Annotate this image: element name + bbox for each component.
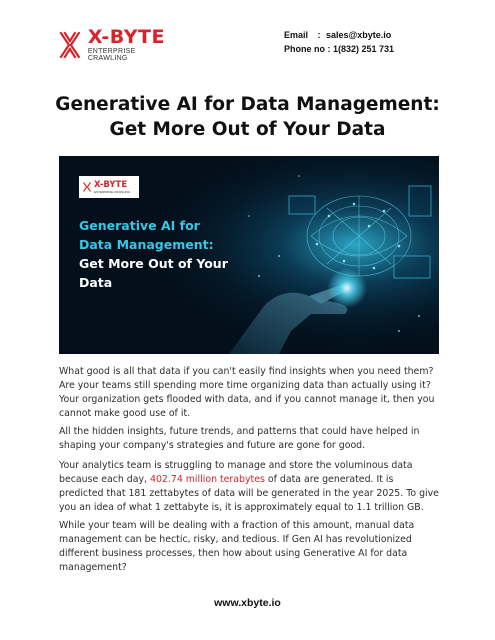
hero-line-4: Data (79, 275, 113, 290)
email-row (284, 28, 394, 42)
xbyte-logo-icon (57, 30, 83, 60)
phone-value[interactable]: 1(832) 251 731 (333, 44, 395, 54)
hero-image (59, 156, 439, 354)
paragraph-2: All the hidden insights, future trends, and patterns that could have helped in shaping your company's strategies and future are gone for good. (59, 426, 420, 451)
phone-row (284, 42, 394, 56)
paragraph-4: While your team will be dealing with a fraction of this amount, manual data management can be hectic, risky, and tedious. If Gen AI has revolutionized different business processes, then how about using Generative AI for data management? (59, 520, 415, 573)
paragraph-3 (59, 459, 439, 515)
hero-line-2: Data Management: (79, 237, 214, 252)
paragraph-1: What good is all that data if you can't easily find insights when you need them? Are your teams still spending more time organizing data than actually using it? Your organization gets flooded with data, and if you cannot manage it, then you cannot make good use of it. (59, 366, 435, 419)
email-separator: : (317, 30, 321, 40)
company-logo[interactable] (57, 28, 177, 62)
hero-logo-name: X-BYTE (94, 179, 128, 190)
hero-logo (79, 176, 139, 198)
paragraph-3-after: of data are generated. It is predicted that 181 zettabytes of data will be generated in the year 2025. To give you an idea of what 1 zettabyte is, it is approximately equal to 1.1 trillion GB. (59, 474, 439, 513)
logo-name: X-BYTE (87, 26, 165, 48)
paragraph-3-before: Your analytics team is struggling to manage and store the voluminous data because each day, (59, 460, 413, 485)
phone-label: Phone no (284, 44, 325, 54)
phone-separator: : (325, 44, 333, 54)
hero-headline (79, 216, 228, 292)
footer-website-link[interactable]: www.xbyte.io (214, 597, 281, 609)
hero-logo-tagline: ENTERPRISE CRAWLING (94, 189, 131, 194)
page-title (20, 92, 475, 142)
logo-tagline: ENTERPRISE CRAWLING (87, 48, 136, 62)
contact-info (284, 28, 394, 56)
data-volume-link[interactable]: 402.74 million terabytes (150, 474, 265, 485)
hero-line-3: Get More Out of Your (79, 256, 228, 271)
title-line-2: Get More Out of Your Data (109, 119, 386, 140)
title-line-1: Generative AI for Data Management: (55, 94, 440, 115)
hero-xbyte-logo-icon (82, 181, 92, 193)
email-label: Email (284, 30, 309, 40)
hero-line-1: Generative AI for (79, 218, 200, 233)
email-link[interactable]: sales@xbyte.io (326, 30, 392, 40)
